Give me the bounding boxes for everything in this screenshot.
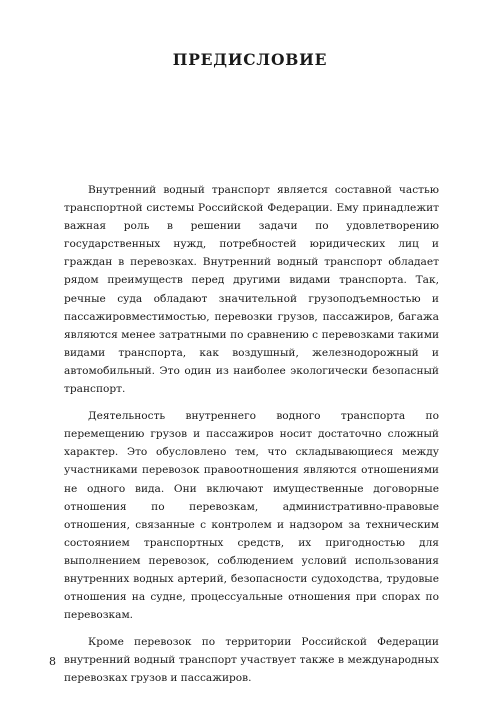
paragraph-1: Внутренний водный транспорт является составной частью транспортной системы Российской Федерации. Ему принадлежит важная роль в решении задачи по удовлетворению государственных нужд, потребностей юридических лиц и граждан в перевозках. Внутренний водный транспорт обладает рядом преимуществ перед другими видами транспорта. Так, речные суда обладают значительной грузоподъемностью и пассажировместимостью, перевозки грузов, пассажиров, багажа являются менее затратными по сравнению с перевозками такими видами транспорта, как воздушный, железнодорожный и автомобильный. Это один из наиболее экологически безопасный транспорт. xyxy=(64,184,439,396)
body-text xyxy=(64,181,439,697)
page-number: 8 xyxy=(49,655,56,668)
paragraph-2: Деятельность внутреннего водного транспорта по перемещению грузов и пассажиров носит достаточно сложный характер. Это обусловлено тем, что складывающиеся между участниками перевозок правоотношения являются отношениями не одного вида. Они включают имущественные договорные отношения по перевозкам, административно-правовые отношения, связанные с контролем и надзором за техническим состоянием транспортных средств, их пригодностью для выполнением перевозок, соблюдением условий использования внутренних водных артерий, безопасности судоходства, трудовые отношения на судне, процессуальные отношения при спорах по перевозкам. xyxy=(64,410,439,622)
paragraph-3: Кроме перевозок по территории Российской Федерации внутренний водный транспорт участвует также в международных перевозках грузов и пассажиров. xyxy=(64,636,439,685)
page-title: ПРЕДИСЛОВИЕ xyxy=(172,50,328,69)
